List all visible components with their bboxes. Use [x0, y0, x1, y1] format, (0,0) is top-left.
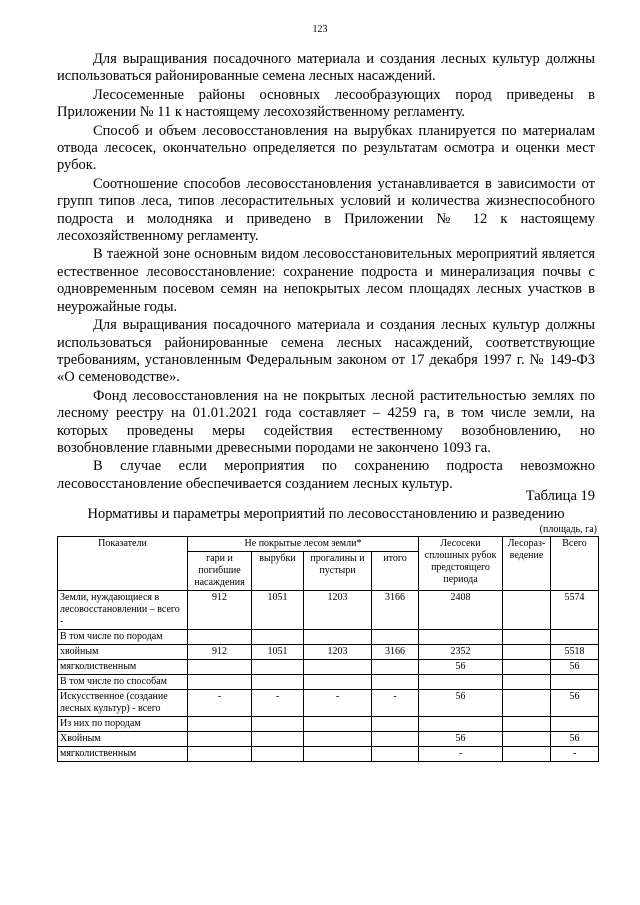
table-cell: 56 [551, 690, 599, 717]
row-label: Хвойным [58, 732, 188, 747]
body-text [57, 51, 595, 494]
table-cell [304, 675, 372, 690]
table-caption: Нормативы и параметры мероприятий по лесовосстановлению и разведению [87, 506, 565, 522]
header-cuttings: вырубки [252, 552, 304, 591]
paragraph: Фонд лесовосстановления на не покрытых лесной растительностью землях по лесному реестру на 01.01.2021 года составляет – 4259 га, в том числе земли, на которых проведены меры содействия естественному возобновлению, но возобновление главными древесными породами не закончено 1093 га. [57, 387, 595, 456]
table-cell: 5574 [551, 591, 599, 630]
table-cell [551, 675, 599, 690]
table-cell [503, 591, 551, 630]
page-number: 123 [312, 24, 328, 35]
table-cell [372, 732, 419, 747]
row-label: Земли, нуждающиеся в лесовосстановлении – всего - [58, 591, 188, 630]
table-cell: 2408 [419, 591, 503, 630]
table-cell: 1203 [304, 645, 372, 660]
table-row [58, 660, 599, 675]
row-label: Искусственное (создание лесных культур) - всего [58, 690, 188, 717]
table-cell [252, 675, 304, 690]
table-cell [372, 717, 419, 732]
table-cell: - [252, 690, 304, 717]
table-cell [503, 675, 551, 690]
table-cell: 56 [419, 690, 503, 717]
table-cell [304, 717, 372, 732]
table-cell: 1051 [252, 645, 304, 660]
table-cell: - [304, 690, 372, 717]
table-row [58, 747, 599, 762]
table-header [58, 537, 599, 591]
table-unit: (площадь, га) [539, 524, 597, 535]
header-afforestation: Лесораз-ведение [503, 537, 551, 591]
table-cell: 1051 [252, 591, 304, 630]
table-cell: - [372, 690, 419, 717]
table-cell: 56 [551, 732, 599, 747]
table-number: Таблица 19 [525, 488, 595, 504]
table-cell: 912 [188, 591, 252, 630]
norms-table [57, 536, 599, 762]
row-label: Из них по породам [58, 717, 188, 732]
table-cell [304, 747, 372, 762]
table-row [58, 645, 599, 660]
table-cell [188, 747, 252, 762]
table-cell [503, 645, 551, 660]
table-body [58, 591, 599, 762]
table-cell [372, 660, 419, 675]
header-total-not-covered: итого [372, 552, 419, 591]
table-cell [551, 630, 599, 645]
table-cell: 3166 [372, 591, 419, 630]
table-cell: 56 [419, 660, 503, 675]
table-cell [252, 732, 304, 747]
table-cell: 912 [188, 645, 252, 660]
table-cell [188, 630, 252, 645]
table-cell [372, 747, 419, 762]
table-cell [503, 747, 551, 762]
header-glades: прогалины и пустыри [304, 552, 372, 591]
paragraph: Соотношение способов лесовосстановления устанавливается в зависимости от групп типов леса, типов лесорастительных условий и количества жизнеспособного подроста и молодняка и приведено в Приложении № 12 к настоящему лесохозяйственному регламенту. [57, 175, 595, 245]
table-cell [304, 660, 372, 675]
table-cell: 1203 [304, 591, 372, 630]
row-label: хвойным [58, 645, 188, 660]
header-felling-sites: Лесосеки сплошных рубок предстоящего периода [419, 537, 503, 591]
table-cell [503, 630, 551, 645]
table-cell [503, 732, 551, 747]
table-cell [503, 690, 551, 717]
table-cell [503, 717, 551, 732]
paragraph: Для выращивания посадочного материала и создания лесных культур должны использоваться районированные семена лесных насаждений, соответствующие требованиям, установленным Федеральным законом от 17 декабря 1997 г. № 149-ФЗ «О семеноводстве». [57, 317, 595, 386]
table-cell: - [419, 747, 503, 762]
table-row [58, 732, 599, 747]
table-cell [252, 717, 304, 732]
table-cell: 5518 [551, 645, 599, 660]
table-cell [304, 630, 372, 645]
table-row [58, 717, 599, 732]
table-cell: 3166 [372, 645, 419, 660]
paragraph: В случае если мероприятия по сохранению подроста невозможно лесовосстановление обеспечивается созданием лесных культур. [57, 458, 595, 492]
table-cell [252, 747, 304, 762]
table-cell [419, 717, 503, 732]
paragraph: Для выращивания посадочного материала и создания лесных культур должны использоваться районированные семена лесных насаждений. [57, 51, 595, 85]
table-row [58, 630, 599, 645]
table-cell [304, 732, 372, 747]
table-row [58, 675, 599, 690]
table-cell [419, 675, 503, 690]
header-grand-total: Всего [551, 537, 599, 591]
table-cell [372, 630, 419, 645]
table-row [58, 690, 599, 717]
table-cell [188, 675, 252, 690]
table-row [58, 591, 599, 630]
row-label: мягколиственным [58, 660, 188, 675]
paragraph: Лесосеменные районы основных лесообразующих пород приведены в Приложении № 11 к настоящему лесохозяйственному регламенту. [57, 86, 595, 121]
header-indicators: Показатели [58, 537, 188, 591]
header-burns: гари и погибшие насаждения [188, 552, 252, 591]
table-cell [551, 717, 599, 732]
table-cell: - [551, 747, 599, 762]
header-not-covered: Не покрытые лесом земли* [188, 537, 419, 552]
paragraph: В таежной зоне основным видом лесовосстановительных мероприятий является естественное лесовосстановление: сохранение подроста и минерализация почвы с одновременным посевом семян на непокрытых лесом площадях лесных участков в неурожайные годы. [57, 246, 595, 315]
table-cell: 56 [419, 732, 503, 747]
table-cell: 56 [551, 660, 599, 675]
row-label: мягколиственным [58, 747, 188, 762]
table-cell [188, 717, 252, 732]
paragraph: Способ и объем лесовосстановления на вырубках планируется по материалам отвода лесосек, окончательно определяется по результатам осмотра и оценки мест рубок. [57, 122, 595, 174]
table-cell: - [188, 690, 252, 717]
row-label: В том числе по породам [58, 630, 188, 645]
table-cell [503, 660, 551, 675]
table-cell [419, 630, 503, 645]
table-cell [252, 630, 304, 645]
table-cell [252, 660, 304, 675]
table-cell [188, 660, 252, 675]
table-cell [188, 732, 252, 747]
row-label: В том числе по способам [58, 675, 188, 690]
table-cell: 2352 [419, 645, 503, 660]
table-cell [372, 675, 419, 690]
